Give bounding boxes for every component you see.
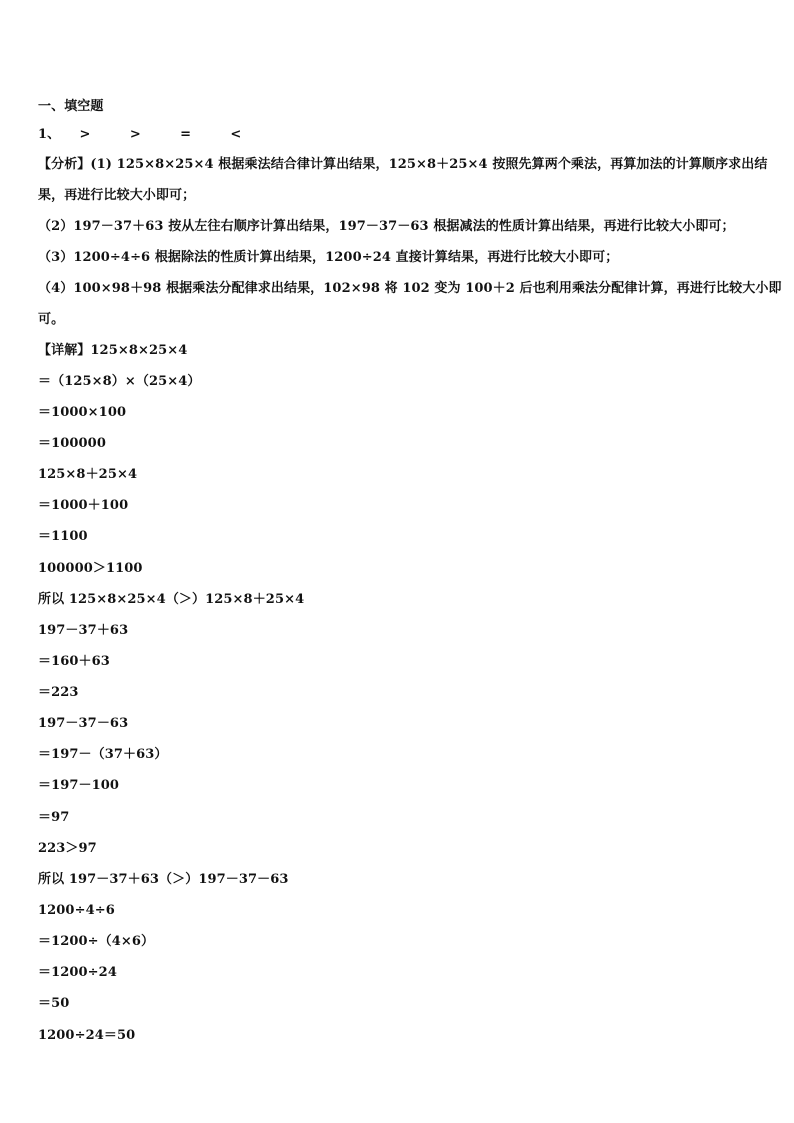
detail-line: ＝160＋63 (38, 654, 110, 669)
question-number: 1、 (38, 127, 61, 142)
detail-line: ＝223 (38, 685, 79, 700)
detail-line: 1200÷24＝50 (38, 1028, 136, 1043)
answer-3: = (180, 127, 192, 142)
detail-line: 197－37－63 (38, 716, 129, 731)
detail-line: ＝1200÷（4×6） (38, 934, 155, 949)
answer-4: < (230, 127, 242, 142)
detail-line: 223＞97 (38, 841, 97, 856)
detail-line: 所以 197－37＋63（＞）197－37－63 (38, 872, 289, 887)
detail-line: 197－37＋63 (38, 623, 129, 638)
answer-2: > (129, 127, 141, 142)
analysis-line-3: （2）197－37＋63 按从左往右顺序计算出结果，197－37－63 根据减法的性质计算出结果，再进行比较大小即可； (38, 219, 735, 234)
detail-line: 125×8＋25×4 (38, 467, 138, 482)
detail-line: ＝97 (38, 810, 70, 825)
analysis-line-5: （4）100×98＋98 根据乘法分配律求出结果，102×98 将 102 变为 100＋2 后也利用乘法分配律计算，再进行比较大小即 (38, 281, 782, 296)
analysis-line-4: （3）1200÷4÷6 根据除法的性质计算出结果，1200÷24 直接计算结果，再进行比较大小即可； (38, 250, 619, 265)
detail-line: ＝197－（37＋63） (38, 747, 168, 762)
detail-line: 100000＞1100 (38, 561, 143, 576)
detail-line: ＝1100 (38, 529, 88, 544)
analysis-line-2: 果，再进行比较大小即可； (38, 188, 196, 203)
detail-line: ＝197－100 (38, 778, 120, 793)
detail-line: ＝100000 (38, 436, 106, 451)
detail-line: ＝1000×100 (38, 405, 127, 420)
analysis-line-1: 【分析】(1) 125×8×25×4 根据乘法结合律计算出结果，125×8＋25×4 按照先算两个乘法，再算加法的计算顺序求出结 (38, 157, 768, 172)
answer-1: > (79, 127, 91, 142)
detail-line: ＝1000＋100 (38, 498, 129, 513)
detail-line: ＝1200÷24 (38, 965, 117, 980)
analysis-line-6: 可。 (38, 312, 65, 327)
answer-line (38, 126, 758, 144)
detail-line: 所以 125×8×25×4（＞）125×8＋25×4 (38, 592, 305, 607)
section-title: 一、填空题 (38, 99, 104, 114)
detail-line: ＝50 (38, 996, 70, 1011)
detail-line: 【详解】125×8×25×4 (38, 343, 188, 358)
detail-line: 1200÷4÷6 (38, 903, 115, 918)
detail-line: ＝（125×8）×（25×4） (38, 374, 201, 389)
